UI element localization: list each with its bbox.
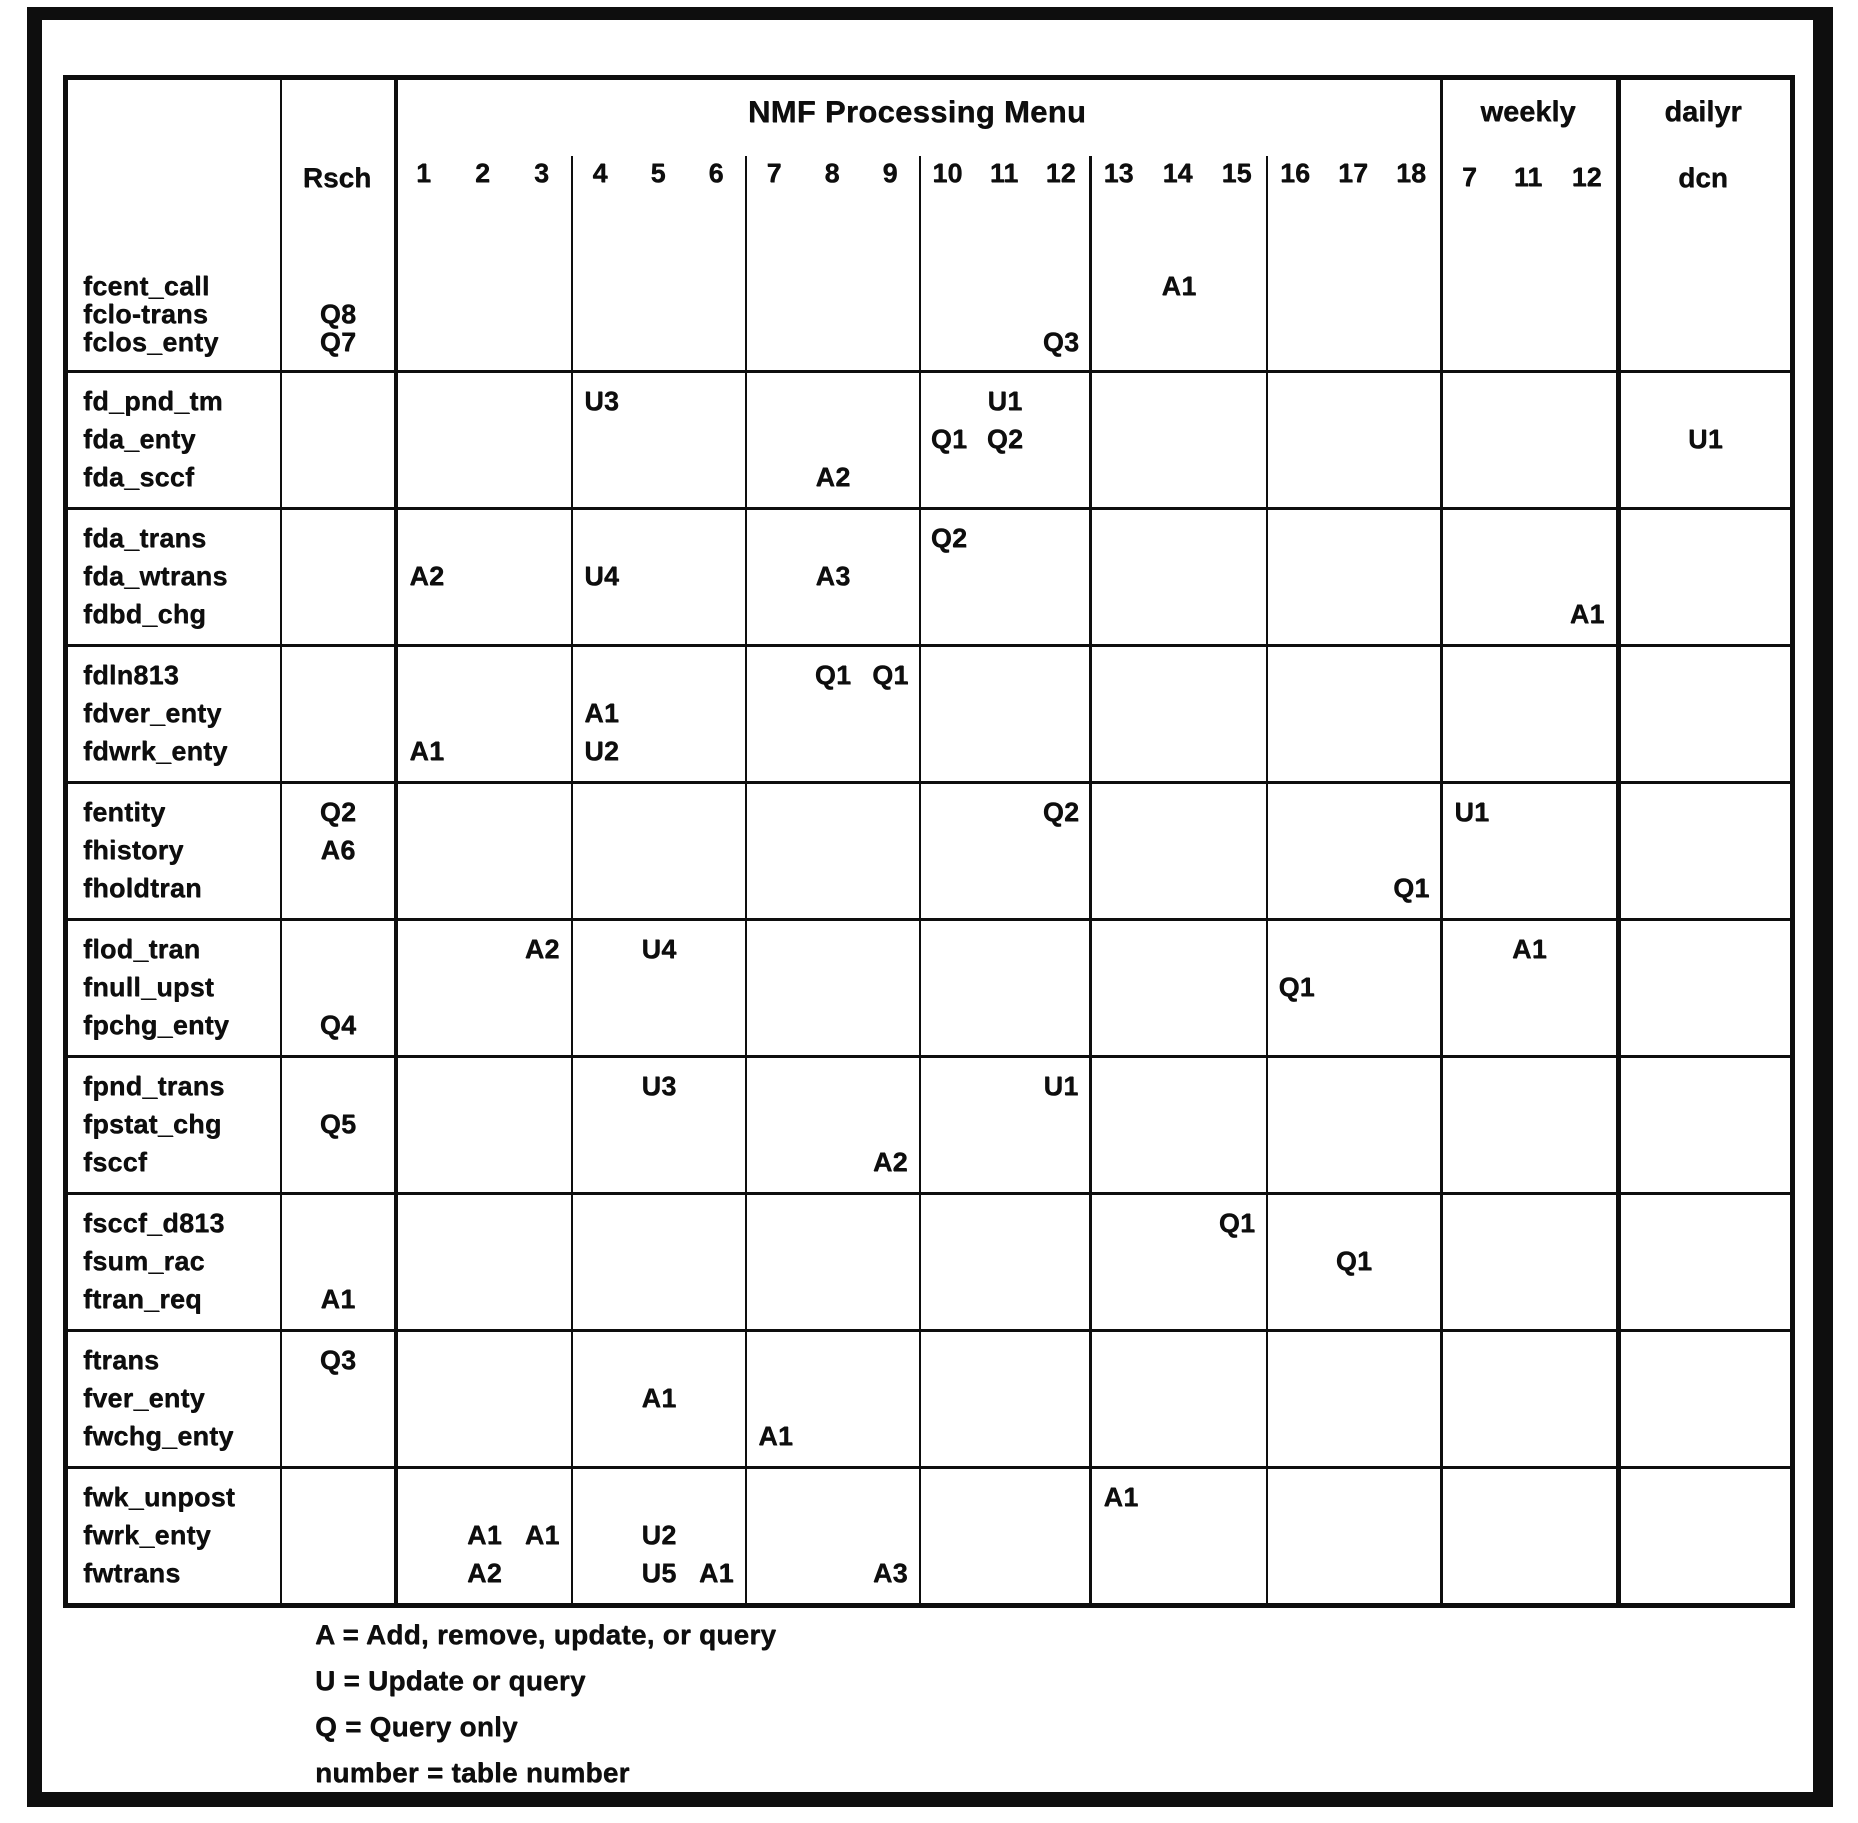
row-label: fhistory xyxy=(83,834,184,865)
menu-group-cell xyxy=(745,1055,919,1192)
column-number: 2 xyxy=(474,158,491,188)
column-number: 18 xyxy=(1395,158,1427,188)
legend-line: A = Add, remove, update, or query xyxy=(315,1619,777,1650)
menu-group-cell xyxy=(1266,1055,1440,1192)
rsch-cell xyxy=(280,1466,394,1603)
dcn-cell xyxy=(1616,781,1790,918)
row-labels-cell xyxy=(68,1055,280,1192)
column-number: 14 xyxy=(1162,158,1193,188)
matrix-table xyxy=(63,75,1795,1608)
legend-line: Q = Query only xyxy=(315,1711,518,1742)
cell-value: U1 xyxy=(1688,423,1723,454)
row-label: fd_pnd_tm xyxy=(83,385,223,416)
menu-group-cell xyxy=(745,80,919,370)
rsch-cell xyxy=(280,781,394,918)
rsch-cell xyxy=(280,918,394,1055)
column-number: 13 xyxy=(1103,158,1134,188)
menu-group-cell xyxy=(1089,918,1266,1055)
cell-value: A1 xyxy=(409,735,445,766)
cell-value: Q8 xyxy=(319,298,357,329)
menu-group-cell xyxy=(394,1329,571,1466)
cell-value: A1 xyxy=(524,1519,560,1550)
legend-line: U = Update or query xyxy=(315,1665,586,1696)
row-label: fpchg_enty xyxy=(83,1009,230,1040)
column-number: 16 xyxy=(1279,158,1311,188)
menu-group-cell xyxy=(745,1192,919,1329)
dcn-cell xyxy=(1616,644,1790,781)
column-number: 11 xyxy=(1513,162,1543,192)
weekly-cell xyxy=(1440,80,1616,370)
row-label: fpstat_chg xyxy=(83,1108,222,1139)
menu-group-cell xyxy=(745,370,919,507)
column-number: 6 xyxy=(708,158,724,188)
cell-value: A2 xyxy=(872,1146,908,1177)
legend-line: number = table number xyxy=(315,1757,630,1788)
cell-value: U1 xyxy=(1043,1070,1079,1101)
menu-group-cell xyxy=(1266,781,1440,918)
cell-value: A2 xyxy=(409,560,445,591)
row-label: ftran_req xyxy=(83,1283,202,1314)
menu-group-cell xyxy=(919,644,1089,781)
column-number: 10 xyxy=(932,158,963,188)
menu-group-cell xyxy=(394,644,571,781)
dcn-cell xyxy=(1616,80,1790,370)
cell-value: U3 xyxy=(584,385,620,416)
dcn-cell xyxy=(1616,507,1790,644)
cell-value: A1 xyxy=(641,1382,677,1413)
menu-group-cell xyxy=(1266,918,1440,1055)
column-number: 1 xyxy=(415,158,432,188)
cell-value: U3 xyxy=(641,1070,677,1101)
rsch-cell xyxy=(280,1192,394,1329)
menu-group-cell xyxy=(745,781,919,918)
row-label: flod_tran xyxy=(83,933,201,964)
weekly-title: weekly xyxy=(1480,96,1576,128)
rsch-cell xyxy=(280,370,394,507)
column-number: 12 xyxy=(1571,162,1602,192)
cell-value: Q1 xyxy=(1335,1245,1373,1276)
cell-value: Q1 xyxy=(872,659,909,690)
row-label: fclo-trans xyxy=(83,298,209,329)
menu-group-cell xyxy=(571,507,745,644)
menu-group-cell xyxy=(1266,1466,1440,1603)
column-number: 7 xyxy=(1461,162,1477,192)
row-label: fdln813 xyxy=(83,659,179,690)
menu-group-cell xyxy=(919,1192,1089,1329)
menu-group-cell xyxy=(919,507,1089,644)
menu-group-cell xyxy=(394,80,571,370)
menu-group-cell xyxy=(1089,644,1266,781)
cell-value: Q2 xyxy=(986,423,1024,454)
weekly-cell xyxy=(1440,507,1616,644)
cell-value: A1 xyxy=(1103,1481,1139,1512)
cell-value: U4 xyxy=(584,560,620,591)
menu-group-cell xyxy=(571,80,745,370)
row-labels-cell xyxy=(68,644,280,781)
cell-value: A6 xyxy=(320,834,356,865)
row-label: ftrans xyxy=(83,1344,160,1375)
row-label: fver_enty xyxy=(83,1382,205,1413)
cell-value: Q4 xyxy=(319,1009,357,1040)
column-number: 4 xyxy=(592,158,608,188)
cell-value: U4 xyxy=(641,933,677,964)
cell-value: Q5 xyxy=(319,1108,357,1139)
cell-value: A2 xyxy=(467,1557,502,1588)
row-labels-cell xyxy=(68,918,280,1055)
cell-value: Q2 xyxy=(1042,796,1080,827)
menu-group-cell xyxy=(571,370,745,507)
menu-group-cell xyxy=(394,1055,571,1192)
weekly-cell xyxy=(1440,1329,1616,1466)
cell-value: A1 xyxy=(698,1557,734,1588)
menu-group-cell xyxy=(1266,644,1440,781)
cell-value: Q1 xyxy=(1218,1207,1256,1238)
menu-group-cell xyxy=(571,1466,745,1603)
cell-value: A2 xyxy=(815,461,851,492)
row-labels-cell xyxy=(68,507,280,644)
menu-group-cell xyxy=(1266,1192,1440,1329)
row-labels-cell xyxy=(68,1329,280,1466)
menu-group-cell xyxy=(571,918,745,1055)
cell-value: Q2 xyxy=(930,522,968,553)
row-labels-cell xyxy=(68,370,280,507)
menu-group-cell xyxy=(394,370,571,507)
cell-value: A3 xyxy=(815,560,851,591)
column-number: 3 xyxy=(533,158,550,188)
row-label: fdbd_chg xyxy=(83,598,207,629)
weekly-cell xyxy=(1440,781,1616,918)
row-label: fnull_upst xyxy=(83,971,214,1002)
cell-value: Q1 xyxy=(1278,971,1315,1002)
rsch-cell xyxy=(280,644,394,781)
menu-group-cell xyxy=(745,507,919,644)
menu-group-cell xyxy=(1089,1466,1266,1603)
cell-value: U1 xyxy=(1454,796,1490,827)
menu-title: NMF Processing Menu xyxy=(747,94,1087,129)
menu-group-cell xyxy=(571,644,745,781)
cell-value: U5 xyxy=(641,1557,677,1588)
row-labels-cell xyxy=(68,781,280,918)
dcn-cell xyxy=(1616,1055,1790,1192)
menu-group-cell xyxy=(394,918,571,1055)
menu-group-cell xyxy=(1089,1329,1266,1466)
cell-value: Q1 xyxy=(930,423,968,454)
weekly-cell xyxy=(1440,918,1616,1055)
rsch-cell xyxy=(280,1055,394,1192)
weekly-cell xyxy=(1440,644,1616,781)
weekly-cell xyxy=(1440,1192,1616,1329)
weekly-cell xyxy=(1440,1055,1616,1192)
legend xyxy=(315,1612,776,1796)
column-number: 11 xyxy=(989,158,1019,188)
row-label: fwtrans xyxy=(83,1557,181,1588)
menu-group-cell xyxy=(394,507,571,644)
menu-group-cell xyxy=(919,80,1089,370)
cell-value: A3 xyxy=(872,1557,908,1588)
cell-value: Q1 xyxy=(1393,872,1430,903)
dcn-cell xyxy=(1616,918,1790,1055)
cell-value: A2 xyxy=(524,933,560,964)
row-label: fda_trans xyxy=(83,522,207,553)
cell-value: Q7 xyxy=(319,326,357,357)
menu-group-cell xyxy=(919,1055,1089,1192)
menu-group-cell xyxy=(1266,370,1440,507)
dcn-cell xyxy=(1616,1329,1790,1466)
cell-value: Q3 xyxy=(319,1344,357,1375)
row-label: fdver_enty xyxy=(83,697,222,728)
menu-group-cell xyxy=(571,1192,745,1329)
menu-group-cell xyxy=(745,1329,919,1466)
menu-group-cell xyxy=(394,1192,571,1329)
daily-title: dailyr xyxy=(1664,96,1742,128)
rsch-cell xyxy=(280,1329,394,1466)
row-label: fdwrk_enty xyxy=(83,735,228,766)
column-number: 8 xyxy=(824,158,840,188)
menu-group-cell xyxy=(1089,80,1266,370)
rsch-cell xyxy=(280,80,394,370)
menu-group-cell xyxy=(919,1466,1089,1603)
menu-group-cell xyxy=(1089,1192,1266,1329)
weekly-cell xyxy=(1440,370,1616,507)
column-number: 17 xyxy=(1337,158,1369,188)
column-number: 12 xyxy=(1045,158,1076,188)
row-label: fentity xyxy=(83,796,166,827)
dcn-header: dcn xyxy=(1678,162,1728,193)
cell-value: A1 xyxy=(320,1283,356,1314)
dcn-cell xyxy=(1616,1466,1790,1603)
menu-group-cell xyxy=(571,781,745,918)
menu-group-cell xyxy=(1089,370,1266,507)
column-number: 15 xyxy=(1221,158,1252,188)
row-label: fsccf xyxy=(83,1146,148,1177)
row-label: fsccf_d813 xyxy=(83,1207,225,1238)
menu-group-cell xyxy=(1266,80,1440,370)
row-label: fsum_rac xyxy=(83,1245,205,1276)
menu-group-cell xyxy=(919,918,1089,1055)
menu-group-cell xyxy=(1089,781,1266,918)
row-label: fholdtran xyxy=(83,872,202,903)
column-number: 9 xyxy=(882,158,898,188)
menu-group-cell xyxy=(394,781,571,918)
menu-group-cell xyxy=(745,918,919,1055)
row-label: fcent_call xyxy=(83,270,210,301)
rsch-cell xyxy=(280,507,394,644)
row-label: fwk_unpost xyxy=(83,1481,236,1512)
row-label: fclos_enty xyxy=(83,326,219,357)
menu-group-cell xyxy=(745,644,919,781)
dcn-cell xyxy=(1616,1192,1790,1329)
menu-group-cell xyxy=(1266,507,1440,644)
row-labels-cell xyxy=(68,1466,280,1603)
menu-group-cell xyxy=(571,1055,745,1192)
rsch-header: Rsch xyxy=(302,162,372,193)
menu-group-cell xyxy=(571,1329,745,1466)
menu-group-cell xyxy=(1089,507,1266,644)
menu-group-cell xyxy=(919,1329,1089,1466)
menu-group-cell xyxy=(919,781,1089,918)
dcn-cell xyxy=(1616,370,1790,507)
cell-value: A1 xyxy=(1161,270,1197,301)
cell-value: A1 xyxy=(1512,933,1547,964)
menu-group-cell xyxy=(394,1466,571,1603)
column-number: 7 xyxy=(766,158,782,188)
cell-value: U1 xyxy=(987,385,1023,416)
column-number: 5 xyxy=(650,158,666,188)
row-label: fda_enty xyxy=(83,423,196,454)
cell-value: Q1 xyxy=(814,659,852,690)
cell-value: A1 xyxy=(758,1420,794,1451)
cell-value: A1 xyxy=(467,1519,502,1550)
menu-group-cell xyxy=(1266,1329,1440,1466)
row-label: fda_wtrans xyxy=(83,560,228,591)
menu-group-cell xyxy=(919,370,1089,507)
cell-value: Q2 xyxy=(319,796,357,827)
cell-value: A1 xyxy=(1569,598,1605,629)
row-label: fda_sccf xyxy=(83,461,195,492)
menu-group-cell xyxy=(745,1466,919,1603)
cell-value: Q3 xyxy=(1042,326,1080,357)
menu-group-cell xyxy=(1089,1055,1266,1192)
row-label: fwchg_enty xyxy=(83,1420,234,1451)
row-label: fwrk_enty xyxy=(83,1519,211,1550)
row-label: fpnd_trans xyxy=(83,1070,225,1101)
weekly-cell xyxy=(1440,1466,1616,1603)
row-labels-cell xyxy=(68,1192,280,1329)
cell-value: U2 xyxy=(584,735,620,766)
cell-value: A1 xyxy=(584,697,620,728)
cell-value: U2 xyxy=(641,1519,677,1550)
row-labels-cell xyxy=(68,80,280,370)
